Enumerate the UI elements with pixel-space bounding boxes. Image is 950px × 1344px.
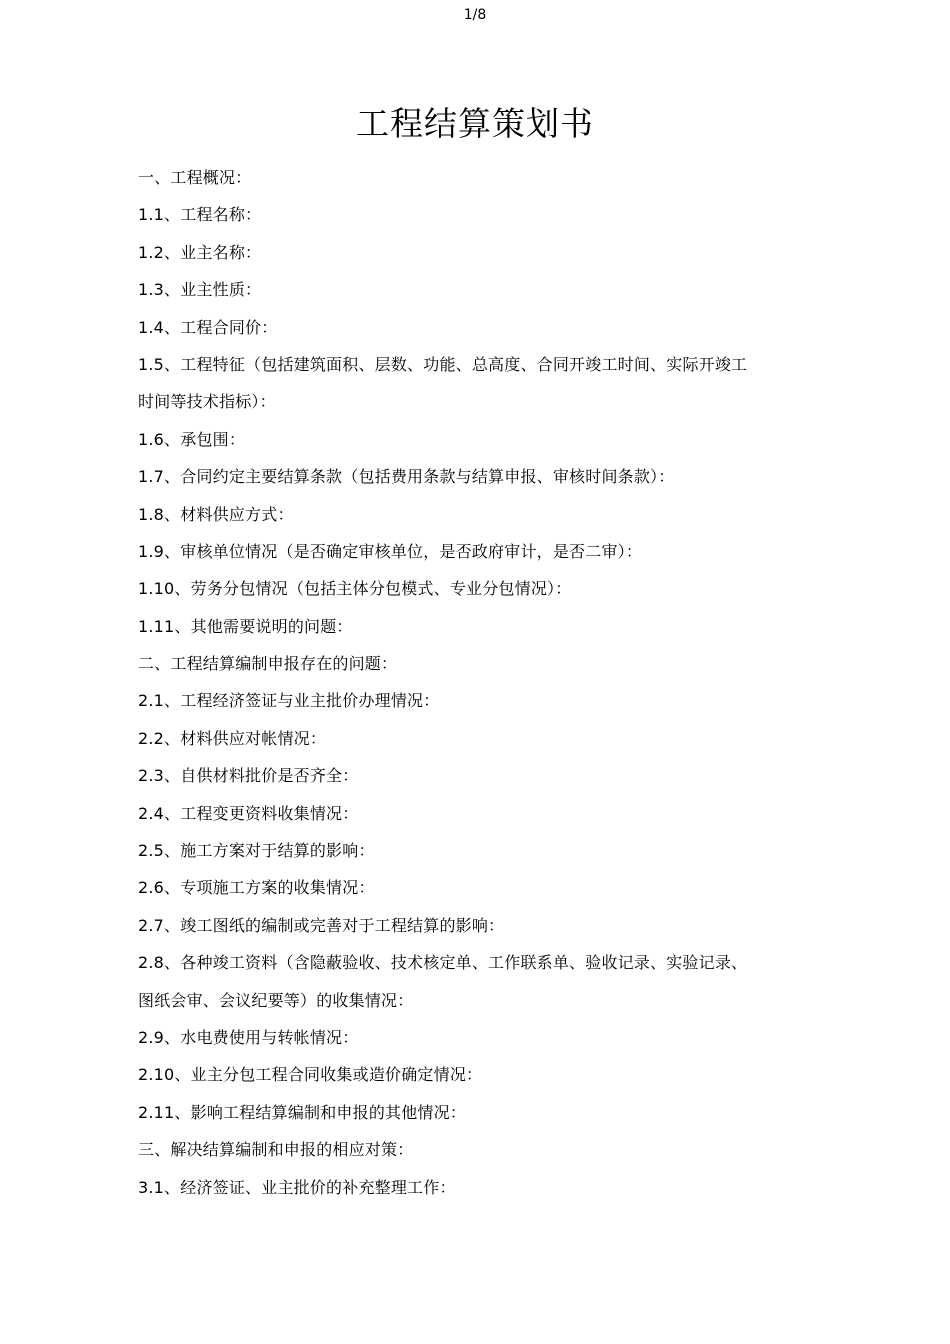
- page-number: 1/8: [463, 7, 487, 23]
- document-line: 2.11、影响工程结算编制和申报的其他情况：: [138, 1102, 467, 1122]
- document-line: 2.9、水电费使用与转帐情况：: [138, 1027, 359, 1047]
- document-line: 1.2、业主名称：: [138, 242, 262, 262]
- document-line: 2.4、工程变更资料收集情况：: [138, 803, 359, 823]
- section-heading: 一、工程概况：: [138, 168, 252, 187]
- document-line: 1.4、工程合同价：: [138, 317, 278, 337]
- document-line: 1.9、审核单位情况（是否确定审核单位，是否政府审计，是否二审）：: [138, 541, 643, 561]
- document-title: 工程结算策划书: [356, 104, 594, 143]
- document-line: 1.1、工程名称：: [138, 205, 262, 225]
- document-line: 图纸会审、会议纪要等）的收集情况：: [138, 990, 414, 1010]
- document-line: 2.10、业主分包工程合同收集或造价确定情况：: [138, 1065, 483, 1085]
- document-line: 1.10、劳务分包情况（包括主体分包模式、专业分包情况）：: [138, 579, 572, 599]
- document-line: 1.7、合同约定主要结算条款（包括费用条款与结算申报、审核时间条款）：: [138, 467, 675, 487]
- document-line: 1.6、承包围：: [138, 429, 246, 449]
- document-line: 2.7、竣工图纸的编制或完善对于工程结算的影响：: [138, 915, 505, 935]
- document-line: 时间等技术指标）：: [138, 392, 276, 412]
- document-line: 2.8、各种竣工资料（含隐蔽验收、技术核定单、工作联系单、验收记录、实验记录、: [138, 953, 748, 973]
- document-line: 1.5、工程特征（包括建筑面积、层数、功能、总高度、合同开竣工时间、实际开竣工: [138, 354, 748, 374]
- document-body: [138, 159, 818, 1206]
- document-line: 2.3、自供材料批价是否齐全：: [138, 766, 359, 786]
- section-heading: 三、解决结算编制和申报的相应对策：: [138, 1140, 414, 1160]
- document-line: 3.1、经济签证、业主批价的补充整理工作：: [138, 1177, 456, 1197]
- section-heading: 二、工程结算编制申报存在的问题：: [138, 654, 398, 674]
- document-line: 1.11、其他需要说明的问题：: [138, 616, 353, 636]
- document-line: 2.5、施工方案对于结算的影响：: [138, 841, 375, 861]
- document-line: 2.1、工程经济签证与业主批价办理情况：: [138, 691, 440, 711]
- document-line: 2.2、材料供应对帐情况：: [138, 728, 327, 748]
- document-line: 2.6、专项施工方案的收集情况：: [138, 878, 375, 898]
- document-line: 1.3、业主性质：: [138, 280, 262, 300]
- document-line: 1.8、材料供应方式：: [138, 504, 294, 524]
